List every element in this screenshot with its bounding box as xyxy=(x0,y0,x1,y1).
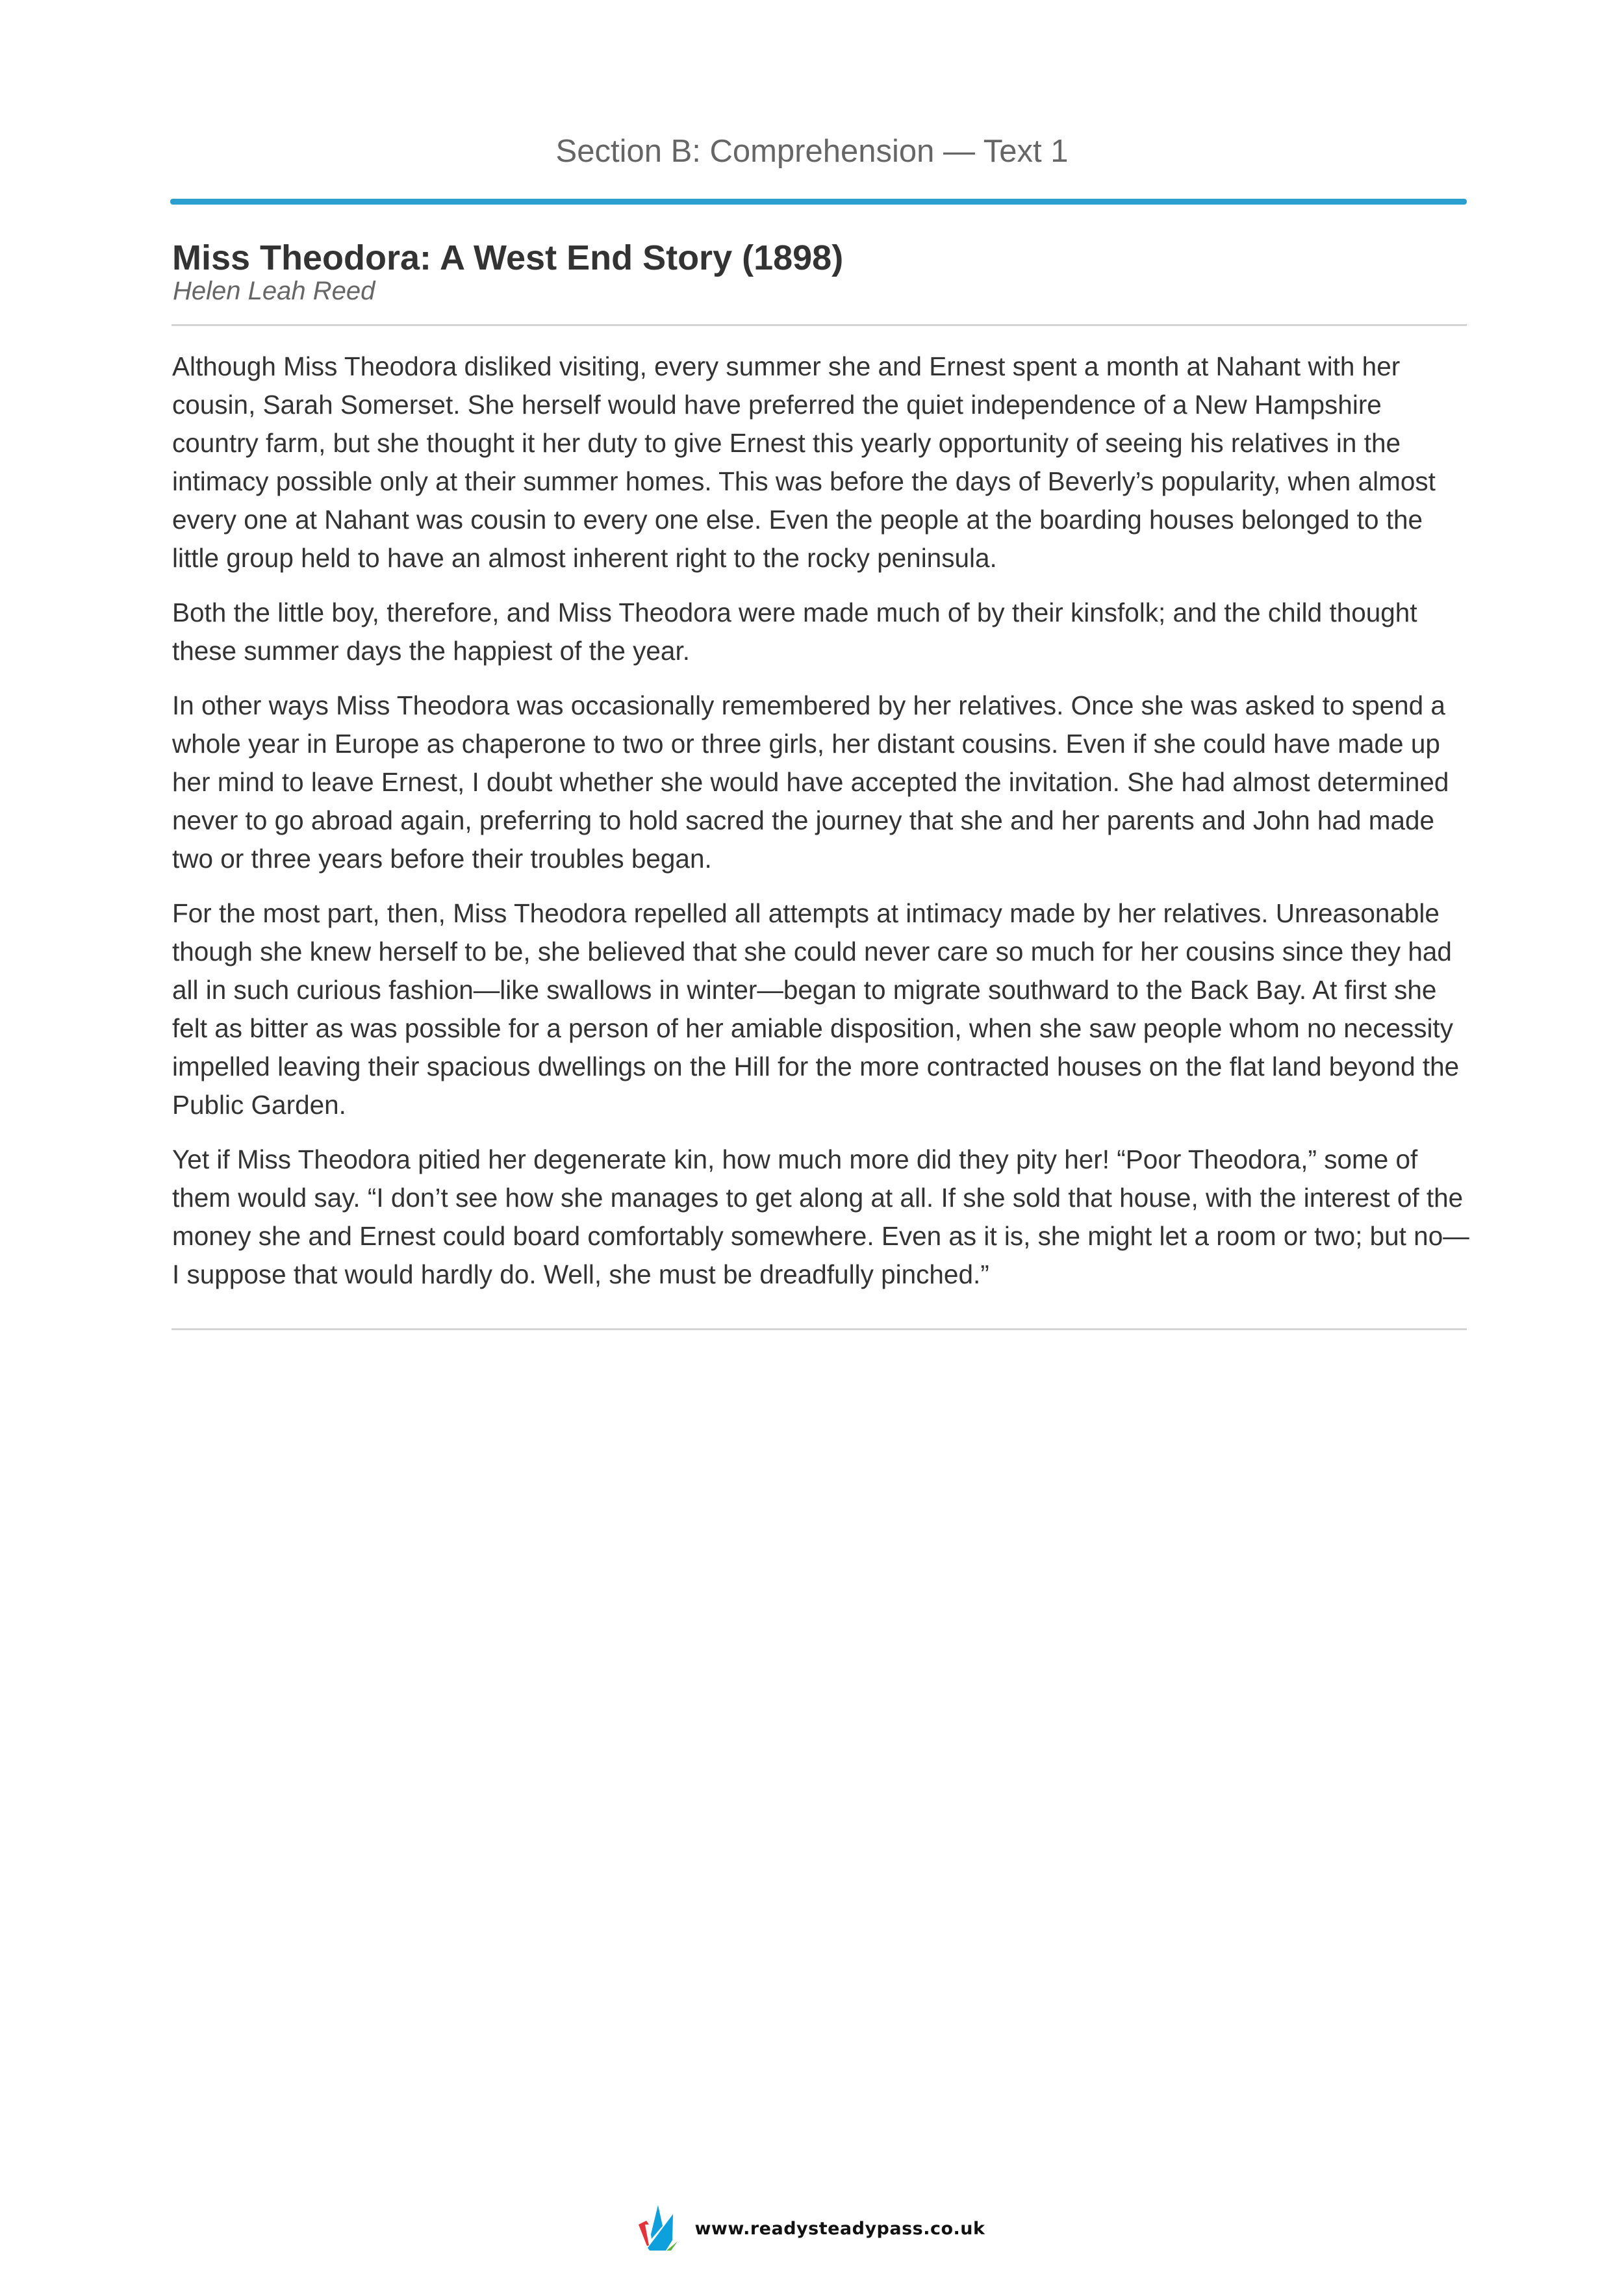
paragraph: In other ways Miss Theodora was occasionally remembered by her relatives. Once she was asked to spend a whole year in Europe as chaperone to two or three girls, her distant cousins. Even if she could have made up her mind to leave Ernest, I doubt whether she would have accepted the invitation. She had almost determined never to go abroad again, preferring to hold sacred the journey that she and her parents and John had made two or three years before their troubles began. xyxy=(172,690,1449,874)
section-header: Section B: Comprehension — Text 1 xyxy=(555,134,1069,169)
document-author: Helen Leah Reed xyxy=(173,277,375,305)
paragraph: Yet if Miss Theodora pitied her degenerate kin, how much more did they pity her! “Poor Theodora,” some of them would say. “I don’t see how she manages to get along at all. If she sold that house, with the interest of the money she and Ernest could board comfortably somewhere. Even as it is, she might let a room or two; but no—I suppose that would hardly do. Well, she must be dreadfully pinched.” xyxy=(172,1144,1469,1289)
header-divider xyxy=(170,199,1467,205)
paragraph: Although Miss Theodora disliked visiting, every summer she and Ernest spent a month at Nahant with her cousin, Sarah Somerset. She herself would have preferred the quiet independence of a New Hampshire country farm, but she thought it her duty to give Ernest this yearly opportunity of seeing his relatives in the intimacy possible only at their summer homes. This was before the days of Beverly’s popularity, when almost every one at Nahant was cousin to every one else. Even the people at the boarding houses belonged to the little group held to have an almost inherent right to the rocky peninsula. xyxy=(172,351,1436,573)
paragraph: For the most part, then, Miss Theodora repelled all attempts at intimacy made by her relatives. Unreasonable though she knew herself to be, she believed that she could never care so much for her cousins since they had all in such curious fashion—like swallows in winter—began to migrate southward to the Back Bay. At first she felt as bitter as was possible for a person of her amiable disposition, when she saw people whom no necessity impelled leaving their spacious dwellings on the Hill for the more contracted houses on the flat land beyond the Public Garden. xyxy=(172,898,1460,1120)
passage-body xyxy=(172,347,1471,1310)
passage-end-divider xyxy=(171,1328,1467,1330)
document-title: Miss Theodora: A West End Story (1898) xyxy=(172,238,844,277)
website-link[interactable]: www.readysteadypass.co.uk xyxy=(694,2218,985,2239)
footer xyxy=(0,2205,1624,2252)
paragraph: Both the little boy, therefore, and Miss Theodora were made much of by their kinsfolk; and the child thought these summer days the happiest of the year. xyxy=(172,598,1417,666)
origami-bird-icon xyxy=(639,2205,680,2252)
title-divider xyxy=(171,324,1467,326)
